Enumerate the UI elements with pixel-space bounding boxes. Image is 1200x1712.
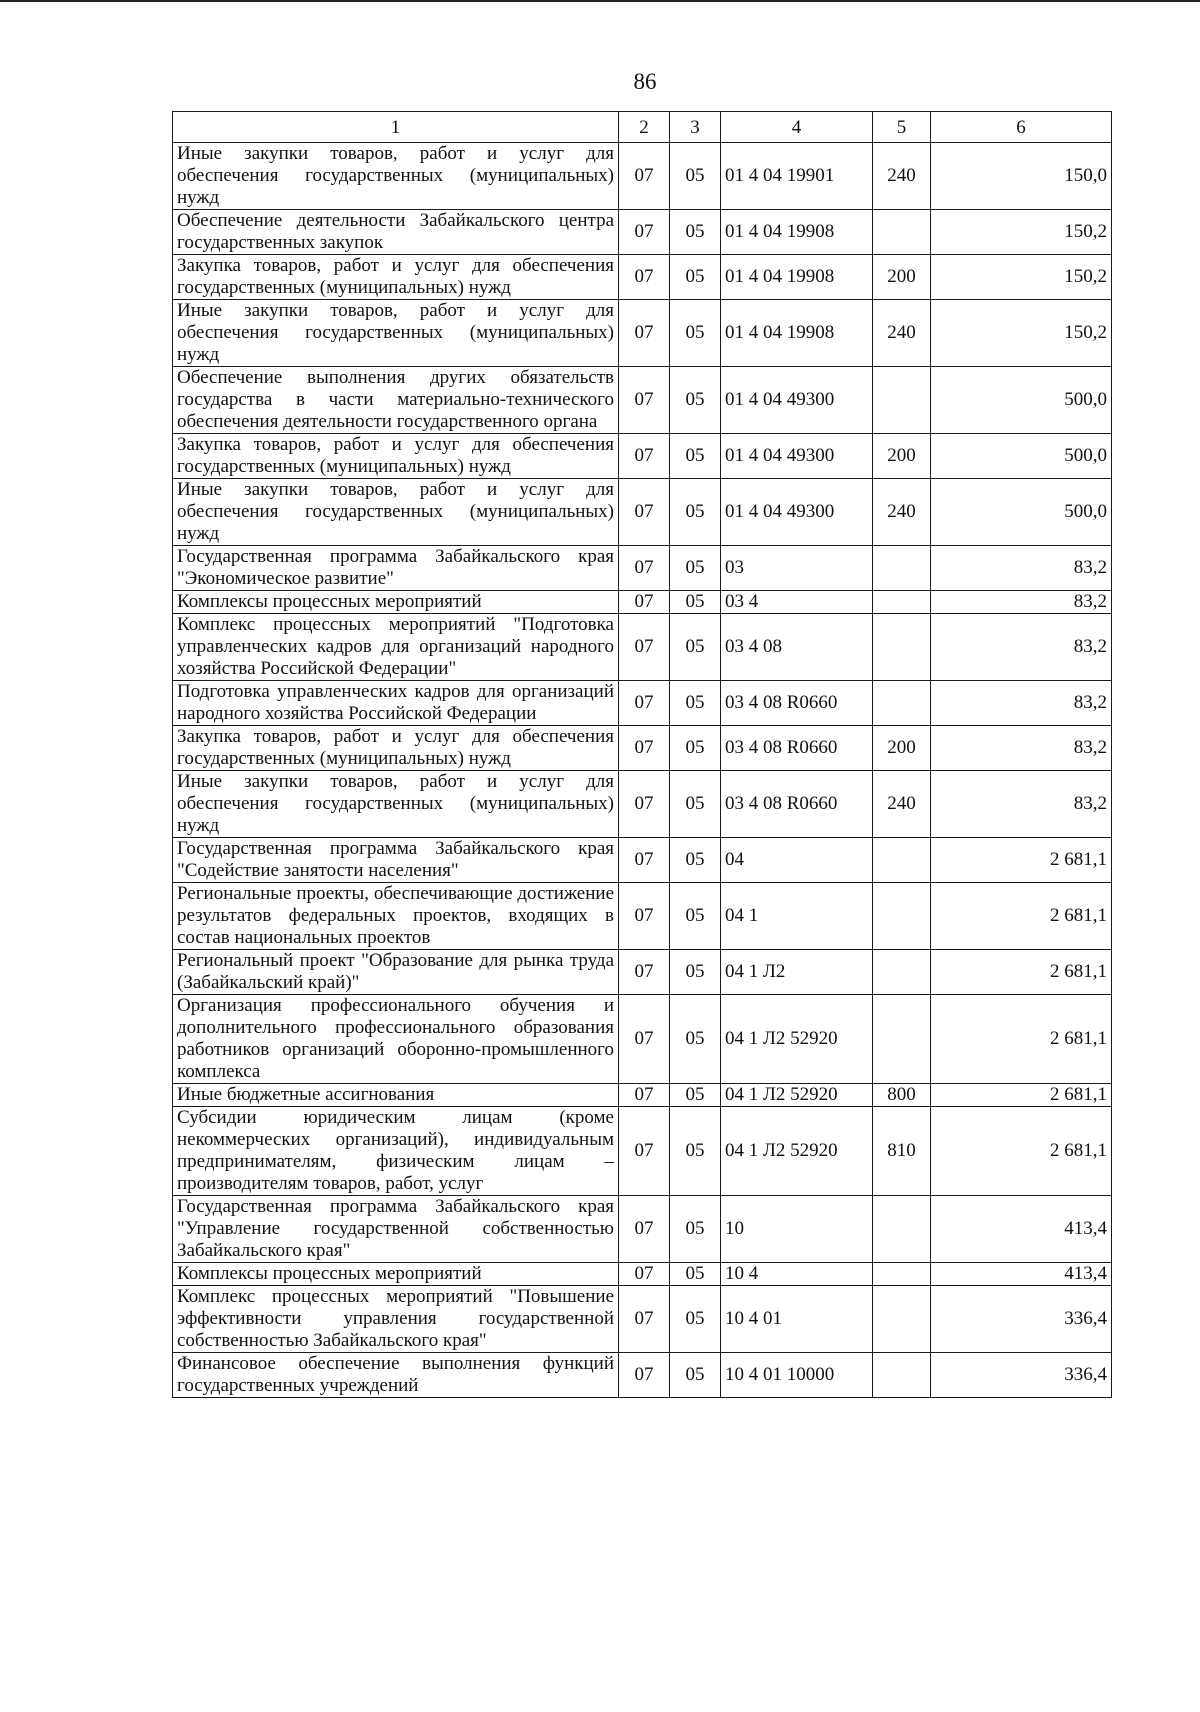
row-amount-cell: 2 681,1 [931, 1084, 1112, 1107]
row-target-article-cell: 03 4 08 R0660 [721, 681, 873, 726]
header-cell-2: 2 [619, 112, 670, 143]
row-name-cell: Иные закупки товаров, работ и услуг для обеспечения государственных (муниципальных) нужд [173, 143, 619, 210]
row-section-cell: 07 [619, 838, 670, 883]
table-row [173, 681, 1112, 726]
row-subsection-cell: 05 [670, 771, 721, 838]
row-amount-cell: 413,4 [931, 1196, 1112, 1263]
row-target-article-cell: 01 4 04 49300 [721, 479, 873, 546]
row-target-article-cell: 04 1 Л2 [721, 950, 873, 995]
row-target-article-cell: 03 4 08 R0660 [721, 726, 873, 771]
row-target-article-cell: 10 4 01 [721, 1286, 873, 1353]
row-name-cell: Комплексы процессных мероприятий [173, 1263, 619, 1286]
row-section-cell: 07 [619, 995, 670, 1084]
header-cell-4: 4 [721, 112, 873, 143]
row-expense-type-cell [873, 681, 931, 726]
row-expense-type-cell: 810 [873, 1107, 931, 1196]
row-amount-cell: 83,2 [931, 726, 1112, 771]
row-expense-type-cell: 200 [873, 255, 931, 300]
row-name-cell: Региональный проект "Образование для рынка труда (Забайкальский край)" [173, 950, 619, 995]
table-row [173, 255, 1112, 300]
row-subsection-cell: 05 [670, 1353, 721, 1398]
row-section-cell: 07 [619, 210, 670, 255]
row-name-cell: Организация профессионального обучения и дополнительного профессионального образования работников организаций оборонно-промышленного комплекса [173, 995, 619, 1084]
row-name-cell: Закупка товаров, работ и услуг для обеспечения государственных (муниципальных) нужд [173, 255, 619, 300]
row-expense-type-cell [873, 210, 931, 255]
row-expense-type-cell [873, 883, 931, 950]
row-target-article-cell: 03 [721, 546, 873, 591]
table-row [173, 726, 1112, 771]
row-name-cell: Иные закупки товаров, работ и услуг для обеспечения государственных (муниципальных) нужд [173, 771, 619, 838]
row-target-article-cell: 03 4 08 [721, 614, 873, 681]
row-section-cell: 07 [619, 546, 670, 591]
table-row [173, 1196, 1112, 1263]
row-expense-type-cell [873, 546, 931, 591]
row-subsection-cell: 05 [670, 1196, 721, 1263]
row-section-cell: 07 [619, 1084, 670, 1107]
row-subsection-cell: 05 [670, 367, 721, 434]
row-subsection-cell: 05 [670, 591, 721, 614]
row-name-cell: Закупка товаров, работ и услуг для обеспечения государственных (муниципальных) нужд [173, 434, 619, 479]
row-amount-cell: 83,2 [931, 591, 1112, 614]
table-row [173, 771, 1112, 838]
row-amount-cell: 2 681,1 [931, 883, 1112, 950]
row-section-cell: 07 [619, 300, 670, 367]
row-section-cell: 07 [619, 1353, 670, 1398]
row-amount-cell: 83,2 [931, 614, 1112, 681]
row-subsection-cell: 05 [670, 434, 721, 479]
table-row [173, 1353, 1112, 1398]
table-row [173, 1263, 1112, 1286]
row-section-cell: 07 [619, 255, 670, 300]
header-cell-5: 5 [873, 112, 931, 143]
row-target-article-cell: 03 4 08 R0660 [721, 771, 873, 838]
table-row [173, 591, 1112, 614]
row-subsection-cell: 05 [670, 838, 721, 883]
row-amount-cell: 150,0 [931, 143, 1112, 210]
row-section-cell: 07 [619, 1107, 670, 1196]
header-cell-6: 6 [931, 112, 1112, 143]
row-target-article-cell: 01 4 04 19908 [721, 210, 873, 255]
row-subsection-cell: 05 [670, 143, 721, 210]
row-amount-cell: 2 681,1 [931, 838, 1112, 883]
row-target-article-cell: 10 4 [721, 1263, 873, 1286]
row-subsection-cell: 05 [670, 546, 721, 591]
row-amount-cell: 83,2 [931, 546, 1112, 591]
table-row [173, 300, 1112, 367]
row-expense-type-cell [873, 995, 931, 1084]
row-target-article-cell: 10 [721, 1196, 873, 1263]
table-row [173, 210, 1112, 255]
row-expense-type-cell: 240 [873, 143, 931, 210]
row-section-cell: 07 [619, 1196, 670, 1263]
table-row [173, 1107, 1112, 1196]
header-row [173, 112, 1112, 143]
row-name-cell: Иные бюджетные ассигнования [173, 1084, 619, 1107]
table-row [173, 614, 1112, 681]
table-row [173, 1084, 1112, 1107]
row-name-cell: Иные закупки товаров, работ и услуг для обеспечения государственных (муниципальных) нужд [173, 479, 619, 546]
row-expense-type-cell [873, 1353, 931, 1398]
row-subsection-cell: 05 [670, 950, 721, 995]
row-name-cell: Комплекс процессных мероприятий "Подготовка управленческих кадров для организаций народного хозяйства Российской Федерации" [173, 614, 619, 681]
row-section-cell: 07 [619, 479, 670, 546]
row-expense-type-cell: 200 [873, 434, 931, 479]
row-target-article-cell: 04 1 Л2 52920 [721, 1107, 873, 1196]
row-target-article-cell: 01 4 04 49300 [721, 367, 873, 434]
row-name-cell: Государственная программа Забайкальского края "Экономическое развитие" [173, 546, 619, 591]
row-expense-type-cell: 800 [873, 1084, 931, 1107]
row-subsection-cell: 05 [670, 726, 721, 771]
table-row [173, 479, 1112, 546]
table-row [173, 995, 1112, 1084]
row-amount-cell: 150,2 [931, 210, 1112, 255]
row-target-article-cell: 04 1 Л2 52920 [721, 995, 873, 1084]
table-row [173, 434, 1112, 479]
row-target-article-cell: 01 4 04 19901 [721, 143, 873, 210]
row-expense-type-cell: 240 [873, 300, 931, 367]
row-name-cell: Комплексы процессных мероприятий [173, 591, 619, 614]
row-amount-cell: 150,2 [931, 255, 1112, 300]
row-expense-type-cell [873, 838, 931, 883]
row-expense-type-cell [873, 591, 931, 614]
table-row [173, 143, 1112, 210]
row-subsection-cell: 05 [670, 1107, 721, 1196]
row-subsection-cell: 05 [670, 995, 721, 1084]
row-target-article-cell: 03 4 [721, 591, 873, 614]
row-name-cell: Финансовое обеспечение выполнения функций государственных учреждений [173, 1353, 619, 1398]
row-section-cell: 07 [619, 1263, 670, 1286]
row-subsection-cell: 05 [670, 1084, 721, 1107]
row-subsection-cell: 05 [670, 300, 721, 367]
row-section-cell: 07 [619, 681, 670, 726]
row-subsection-cell: 05 [670, 1263, 721, 1286]
row-section-cell: 07 [619, 591, 670, 614]
row-target-article-cell: 04 1 [721, 883, 873, 950]
table-row [173, 883, 1112, 950]
row-subsection-cell: 05 [670, 614, 721, 681]
row-expense-type-cell [873, 614, 931, 681]
row-expense-type-cell: 240 [873, 479, 931, 546]
row-expense-type-cell [873, 950, 931, 995]
row-subsection-cell: 05 [670, 210, 721, 255]
row-amount-cell: 83,2 [931, 771, 1112, 838]
row-subsection-cell: 05 [670, 255, 721, 300]
row-target-article-cell: 01 4 04 19908 [721, 300, 873, 367]
row-amount-cell: 150,2 [931, 300, 1112, 367]
row-subsection-cell: 05 [670, 883, 721, 950]
row-section-cell: 07 [619, 1286, 670, 1353]
row-section-cell: 07 [619, 771, 670, 838]
row-section-cell: 07 [619, 883, 670, 950]
row-amount-cell: 336,4 [931, 1286, 1112, 1353]
row-name-cell: Подготовка управленческих кадров для организаций народного хозяйства Российской Федерации [173, 681, 619, 726]
row-section-cell: 07 [619, 367, 670, 434]
row-amount-cell: 500,0 [931, 434, 1112, 479]
table-row [173, 546, 1112, 591]
row-subsection-cell: 05 [670, 479, 721, 546]
row-expense-type-cell [873, 1196, 931, 1263]
row-expense-type-cell [873, 1286, 931, 1353]
row-name-cell: Обеспечение деятельности Забайкальского центра государственных закупок [173, 210, 619, 255]
row-target-article-cell: 04 [721, 838, 873, 883]
row-amount-cell: 2 681,1 [931, 950, 1112, 995]
table-row [173, 1286, 1112, 1353]
row-subsection-cell: 05 [670, 681, 721, 726]
row-expense-type-cell [873, 1263, 931, 1286]
table-row [173, 367, 1112, 434]
row-name-cell: Обеспечение выполнения других обязательств государства в части материально-технического обеспечения деятельности государственного органа [173, 367, 619, 434]
top-scan-rule [0, 0, 1200, 2]
row-amount-cell: 83,2 [931, 681, 1112, 726]
row-name-cell: Субсидии юридическим лицам (кроме некоммерческих организаций), индивидуальным предпринимателям, физическим лицам – производителям товаров, работ, услуг [173, 1107, 619, 1196]
row-section-cell: 07 [619, 434, 670, 479]
table-row [173, 838, 1112, 883]
row-name-cell: Иные закупки товаров, работ и услуг для обеспечения государственных (муниципальных) нужд [173, 300, 619, 367]
row-expense-type-cell: 240 [873, 771, 931, 838]
header-cell-3: 3 [670, 112, 721, 143]
row-name-cell: Комплекс процессных мероприятий "Повышение эффективности управления государственной собственностью Забайкальского края" [173, 1286, 619, 1353]
row-expense-type-cell: 200 [873, 726, 931, 771]
row-amount-cell: 336,4 [931, 1353, 1112, 1398]
row-amount-cell: 413,4 [931, 1263, 1112, 1286]
row-amount-cell: 500,0 [931, 367, 1112, 434]
header-cell-1: 1 [173, 112, 619, 143]
row-name-cell: Государственная программа Забайкальского края "Содействие занятости населения" [173, 838, 619, 883]
row-target-article-cell: 10 4 01 10000 [721, 1353, 873, 1398]
row-subsection-cell: 05 [670, 1286, 721, 1353]
budget-table [172, 111, 1112, 1398]
row-target-article-cell: 01 4 04 19908 [721, 255, 873, 300]
row-amount-cell: 2 681,1 [931, 1107, 1112, 1196]
table-row [173, 950, 1112, 995]
row-section-cell: 07 [619, 143, 670, 210]
row-section-cell: 07 [619, 726, 670, 771]
row-target-article-cell: 04 1 Л2 52920 [721, 1084, 873, 1107]
row-name-cell: Государственная программа Забайкальского края "Управление государственной собственностью Забайкальского края" [173, 1196, 619, 1263]
row-target-article-cell: 01 4 04 49300 [721, 434, 873, 479]
row-name-cell: Закупка товаров, работ и услуг для обеспечения государственных (муниципальных) нужд [173, 726, 619, 771]
row-amount-cell: 2 681,1 [931, 995, 1112, 1084]
row-amount-cell: 500,0 [931, 479, 1112, 546]
row-section-cell: 07 [619, 614, 670, 681]
row-name-cell: Региональные проекты, обеспечивающие достижение результатов федеральных проектов, входящих в состав национальных проектов [173, 883, 619, 950]
row-expense-type-cell [873, 367, 931, 434]
page-number: 86 [633, 69, 657, 94]
row-section-cell: 07 [619, 950, 670, 995]
